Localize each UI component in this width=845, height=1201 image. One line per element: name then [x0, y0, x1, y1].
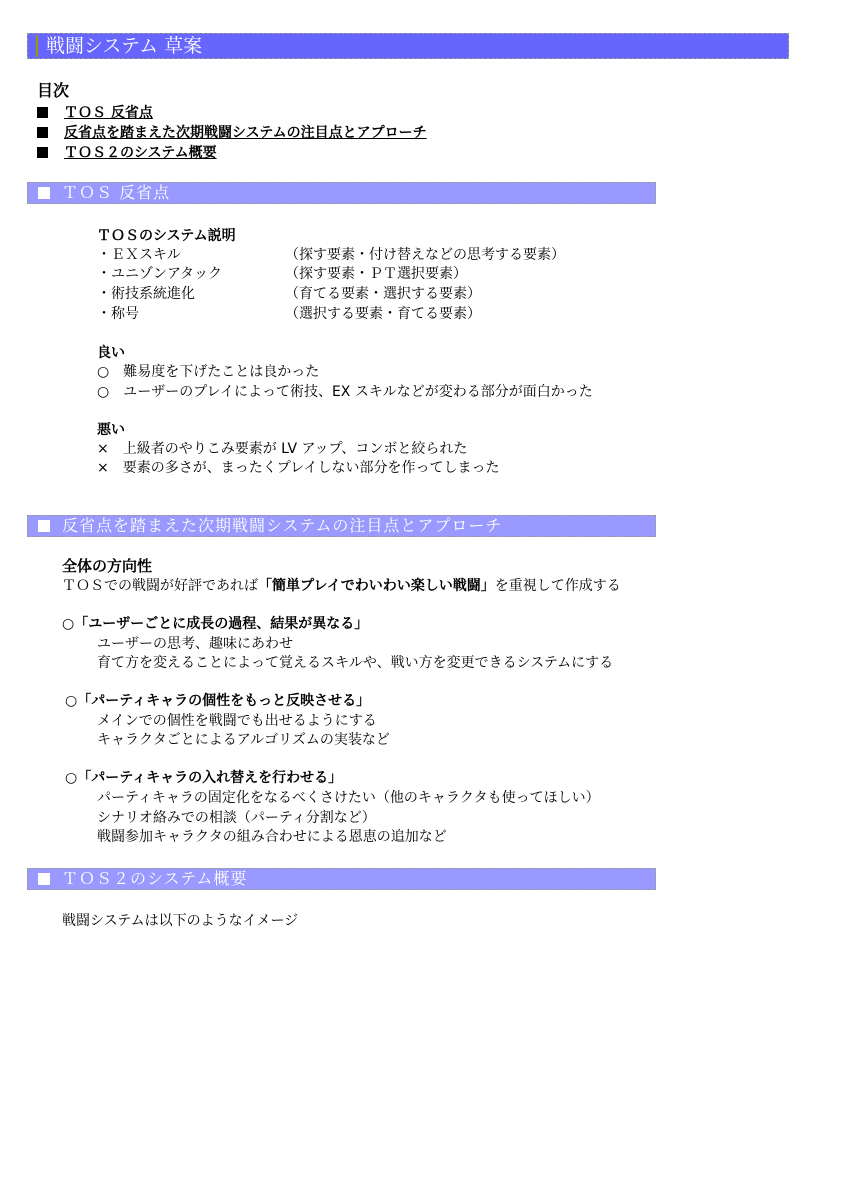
- bullet-square-icon: [37, 107, 48, 118]
- bad-item: × 要素の多さが、まったくプレイしない部分を作ってしまった: [97, 460, 500, 476]
- system-name: ・ＥＸスキル: [97, 247, 181, 263]
- system-desc: （探す要素・付け替えなどの思考する要素）: [285, 247, 565, 263]
- toc-link[interactable]: ＴＯＳ 反省点: [64, 105, 153, 121]
- square-icon: [38, 520, 50, 532]
- good-item: ○ 難易度を下げたことは良かった: [97, 364, 320, 380]
- square-icon: [38, 187, 50, 199]
- direction-heading: 全体の方向性: [62, 557, 153, 575]
- bad-item: × 上級者のやりこみ要素が LV アップ、コンボと絞られた: [97, 441, 468, 457]
- good-item: ○ ユーザーのプレイによって術技、EX スキルなどが変わる部分が面白かった: [97, 384, 593, 400]
- bad-heading: 悪い: [97, 422, 125, 438]
- system-name: ・ユニゾンアタック: [97, 266, 223, 282]
- point-line: パーティキャラの固定化をなるべくさけたい（他のキャラクタも使ってほしい）: [97, 790, 600, 806]
- direction-text: [62, 577, 621, 595]
- toc-item[interactable]: [37, 104, 153, 122]
- document-title: [27, 33, 789, 59]
- title-text: 戦闘システム 草案: [36, 35, 202, 57]
- point-line: 戦闘参加キャラクタの組み合わせによる恩恵の追加など: [97, 829, 447, 845]
- direction-pre: ＴＯＳでの戦闘が好評であれば: [62, 578, 258, 594]
- direction-post: を重視して作成する: [494, 578, 621, 594]
- section-title: ＴＯＳ２のシステム概要: [62, 869, 248, 888]
- system-heading: ＴＯＳのシステム説明: [97, 228, 236, 244]
- point-line: ユーザーの思考、趣味にあわせ: [97, 636, 293, 652]
- point-line: 育て方を変えることによって覚えるスキルや、戦い方を変更できるシステムにする: [97, 655, 614, 671]
- system-desc: （育てる要素・選択する要素）: [285, 286, 481, 302]
- point-title: ○「ユーザーごとに成長の過程、結果が異なる」: [62, 616, 369, 632]
- point-title: ○「パーティキャラの個性をもっと反映させる」: [65, 693, 371, 709]
- system-name: ・術技系統進化: [97, 286, 195, 302]
- direction-emphasis: 「簡単プレイでわいわい楽しい戦闘」: [258, 578, 495, 594]
- good-heading: 良い: [97, 345, 125, 361]
- point-line: シナリオ絡みでの相談（パーティ分割など）: [97, 810, 376, 826]
- square-icon: [38, 873, 50, 885]
- bullet-square-icon: [37, 127, 48, 138]
- point-title: ○「パーティキャラの入れ替えを行わせる」: [65, 770, 343, 786]
- toc-item[interactable]: [37, 124, 427, 142]
- toc-link[interactable]: 反省点を踏まえた次期戦闘システムの注目点とアプローチ: [64, 125, 427, 141]
- toc-item[interactable]: [37, 144, 217, 162]
- section-header-tos2-overview: [27, 868, 656, 890]
- toc-heading: 目次: [37, 81, 70, 100]
- point-line: キャラクタごとによるアルゴリズムの実装など: [97, 732, 390, 748]
- section-header-tos-review: [27, 182, 656, 204]
- point-line: メインでの個性を戦闘でも出せるようにする: [97, 713, 377, 729]
- overview-text: 戦闘システムは以下のようなイメージ: [62, 913, 299, 929]
- system-desc: （選択する要素・育てる要素）: [285, 306, 481, 322]
- section-header-approach: [27, 515, 656, 537]
- section-title: ＴＯＳ 反省点: [62, 183, 171, 202]
- system-desc: （探す要素・ＰＴ選択要素）: [285, 266, 467, 282]
- system-name: ・称号: [97, 306, 139, 322]
- toc-link[interactable]: ＴＯＳ２のシステム概要: [64, 145, 217, 161]
- bullet-square-icon: [37, 147, 48, 158]
- section-title: 反省点を踏まえた次期戦闘システムの注目点とアプローチ: [62, 516, 503, 535]
